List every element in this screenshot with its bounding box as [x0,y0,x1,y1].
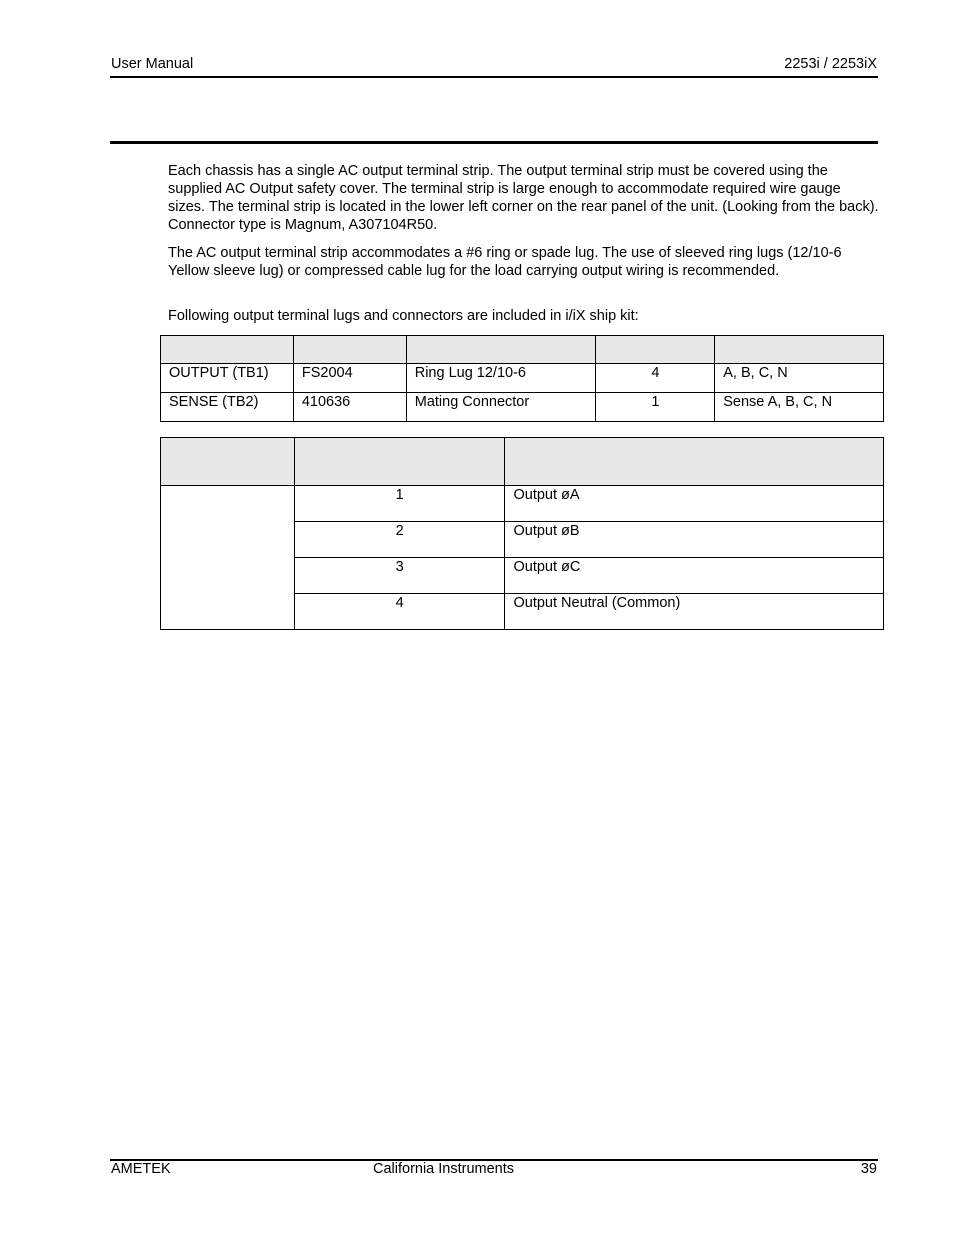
lug-table-header [161,336,294,364]
table-row [161,393,884,422]
table-cell: Output Neutral (Common) [505,594,884,630]
table-cell: 2 [294,522,505,558]
table-cell: FS2004 [293,364,406,393]
table-cell: 1 [294,486,505,522]
pin-table-header [294,438,505,486]
table-cell: SENSE (TB2) [161,393,294,422]
table-cell: OUTPUT (TB1) [161,364,294,393]
table-row [161,486,884,522]
table-cell: Output øA [505,486,884,522]
header-left: User Manual [111,56,194,72]
header-rule [110,76,878,78]
table-cell: A, B, C, N [715,364,884,393]
paragraph-3: Following output terminal lugs and connectors are included in i/iX ship kit: [168,308,639,324]
header-right: 2253i / 2253iX [784,56,877,72]
paragraph-1: Each chassis has a single AC output terminal strip. The output terminal strip must be covered using the supplied AC Output safety cover. The terminal strip is large enough to accommodate required wire gauge sizes. The terminal strip is located in the lower left corner on the rear panel of the unit. (Looking from the back). Connector type is Magnum, A307104R50. [168,163,879,233]
pin-table-header [505,438,884,486]
section-rule [110,141,878,144]
table-cell: 410636 [293,393,406,422]
table-cell: 4 [294,594,505,630]
lug-table-header [715,336,884,364]
table-cell: Output øC [505,558,884,594]
lug-table [160,335,884,422]
table-cell: 3 [294,558,505,594]
lug-table-header [293,336,406,364]
page-number: 39 [860,1161,877,1177]
table-cell: Sense A, B, C, N [715,393,884,422]
lug-table-header [596,336,715,364]
pin-table-header-row [161,438,884,486]
table-cell: Ring Lug 12/10-6 [406,364,596,393]
footer-center: California Instruments [373,1161,515,1177]
pin-group-cell [161,486,295,630]
table-cell: 4 [596,364,715,393]
lug-table-header-row [161,336,884,364]
pin-table [160,437,884,630]
table-row [161,364,884,393]
table-cell: Mating Connector [406,393,596,422]
table-cell: Output øB [505,522,884,558]
table-cell: 1 [596,393,715,422]
footer-left: AMETEK [111,1161,171,1177]
lug-table-header [406,336,596,364]
pin-table-header [161,438,295,486]
paragraph-2: The AC output terminal strip accommodates a #6 ring or spade lug. The use of sleeved ring lugs (12/10-6 Yellow sleeve lug) or compressed cable lug for the load carrying output wiring is recommended. [168,245,842,279]
